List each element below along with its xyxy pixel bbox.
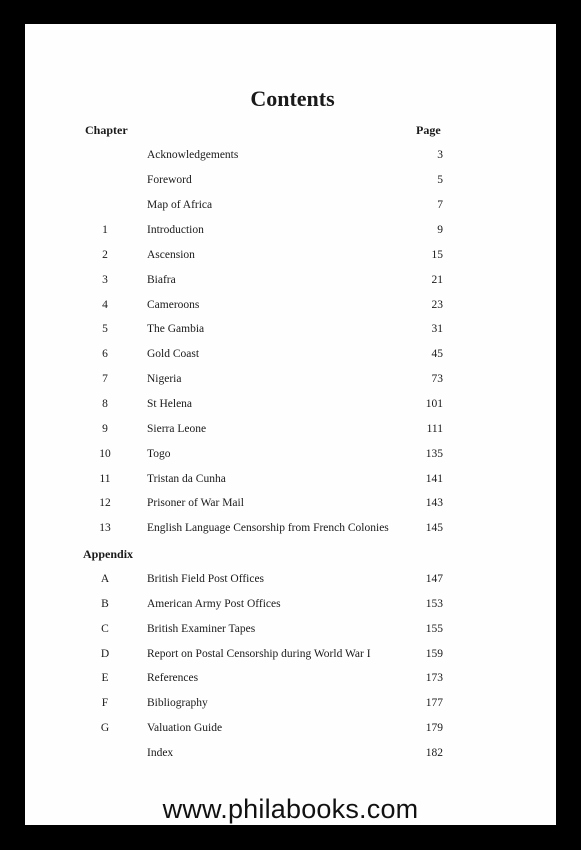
toc-entry-page: 101 xyxy=(425,397,443,410)
toc-entry xyxy=(25,171,556,189)
toc-entry xyxy=(25,519,556,537)
toc-entry-page: 153 xyxy=(425,597,443,610)
toc-entry-page: 159 xyxy=(425,647,443,660)
toc-entry-title: Gold Coast xyxy=(147,348,200,361)
toc-entry-page: 9 xyxy=(437,224,443,236)
toc-entry-page: 111 xyxy=(426,422,443,435)
toc-entry-page: 135 xyxy=(425,447,443,460)
toc-entry-number: F xyxy=(101,697,109,710)
toc-entry xyxy=(25,595,556,613)
toc-entry xyxy=(25,719,556,737)
toc-entry-number: 1 xyxy=(102,224,108,236)
toc-entry xyxy=(25,570,556,588)
toc-entry-title: St Helena xyxy=(147,397,193,410)
toc-entry-title: References xyxy=(147,672,199,685)
page-column-header: Page xyxy=(416,123,441,137)
toc-entry-number: 12 xyxy=(99,497,111,510)
toc-entry-title: Ascension xyxy=(147,248,195,261)
toc-entry-number: B xyxy=(101,597,109,610)
toc-entry xyxy=(25,669,556,687)
toc-entry-page: 145 xyxy=(425,522,443,535)
toc-entry-title: British Examiner Tapes xyxy=(147,622,256,635)
toc-entry xyxy=(25,445,556,463)
toc-entry-number: D xyxy=(100,647,110,660)
toc-entry-title: Sierra Leone xyxy=(147,422,207,435)
toc-entry xyxy=(25,370,556,388)
toc-entry-number: 2 xyxy=(102,248,108,261)
toc-entry xyxy=(25,470,556,488)
toc-entry-page: 31 xyxy=(431,323,443,336)
toc-entry xyxy=(25,694,556,712)
toc-entry-number: 7 xyxy=(102,373,108,386)
toc-entry xyxy=(25,320,556,338)
toc-entry-title: British Field Post Offices xyxy=(147,573,265,585)
toc-entry-title: The Gambia xyxy=(147,323,205,336)
toc-entry xyxy=(25,271,556,289)
appendix-section-header: Appendix xyxy=(83,547,134,561)
toc-entry-page: 21 xyxy=(431,273,443,286)
contents-page xyxy=(25,24,556,825)
toc-entry-page: 45 xyxy=(431,348,443,361)
chapter-column-header: Chapter xyxy=(85,123,128,137)
toc-entry-page: 179 xyxy=(425,722,443,735)
toc-entry-number: G xyxy=(100,722,110,735)
toc-entry-title: Index xyxy=(147,746,174,759)
toc-entry-page: 177 xyxy=(425,697,443,710)
toc-entry-title: Map of Africa xyxy=(147,198,213,211)
toc-entry xyxy=(25,196,556,214)
toc-entry-number: 5 xyxy=(102,323,108,336)
toc-entry-number: 9 xyxy=(102,422,108,435)
toc-entry-number: 3 xyxy=(102,273,108,286)
toc-entry-title: Cameroons xyxy=(147,298,200,311)
toc-entry-title: English Language Censorship from French Colonies xyxy=(147,522,389,535)
toc-entry-page: 5 xyxy=(437,173,443,186)
toc-entry-page: 3 xyxy=(437,149,443,161)
toc-entry-number: 10 xyxy=(99,447,111,460)
toc-entry-number: A xyxy=(100,573,110,585)
toc-entry-number: 8 xyxy=(102,397,108,410)
toc-entry-number: 13 xyxy=(99,522,111,535)
toc-entry-title: American Army Post Offices xyxy=(147,597,281,610)
toc-entry xyxy=(25,296,556,314)
toc-entry xyxy=(25,395,556,413)
toc-entry-number: C xyxy=(101,622,109,635)
toc-entry-page: 141 xyxy=(425,472,443,485)
toc-entry-page: 182 xyxy=(425,746,443,759)
toc-entry xyxy=(25,345,556,363)
toc-entry-page: 155 xyxy=(425,622,443,635)
toc-entry-title: Valuation Guide xyxy=(147,722,223,735)
toc-entry-title: Report on Postal Censorship during World War I xyxy=(147,647,371,660)
toc-entry xyxy=(25,744,556,762)
toc-entry-title: Foreword xyxy=(147,173,192,186)
toc-entry-title: Togo xyxy=(147,447,171,460)
toc-entry-page: 15 xyxy=(431,248,443,261)
watermark-url: www.philabooks.com xyxy=(162,794,419,824)
toc-entry-title: Acknowledgements xyxy=(147,149,239,161)
toc-entry-title: Nigeria xyxy=(147,373,182,386)
toc-entry xyxy=(25,221,556,239)
toc-entry xyxy=(25,645,556,663)
toc-entry-page: 147 xyxy=(425,573,443,585)
toc-entry-title: Tristan da Cunha xyxy=(147,472,226,485)
toc-entry-page: 7 xyxy=(437,198,443,211)
toc-entry-number: E xyxy=(101,672,109,685)
toc-entry-number: 11 xyxy=(99,472,111,485)
page-title: Contents xyxy=(250,86,335,111)
toc-entry-page: 143 xyxy=(425,497,443,510)
toc-entry-title: Introduction xyxy=(147,224,204,236)
toc-entry-page: 73 xyxy=(431,373,443,386)
toc-entry xyxy=(25,420,556,438)
toc-entry-page: 23 xyxy=(431,298,443,311)
toc-entry xyxy=(25,246,556,264)
toc-entry-number: 4 xyxy=(102,298,108,311)
toc-entry xyxy=(25,146,556,164)
toc-entry-title: Prisoner of War Mail xyxy=(147,497,244,510)
toc-entry-title: Biafra xyxy=(147,273,176,286)
toc-entry-number: 6 xyxy=(102,348,108,361)
toc-entry-page: 173 xyxy=(425,672,443,685)
toc-entry xyxy=(25,494,556,512)
toc-entry-title: Bibliography xyxy=(147,697,208,710)
toc-entry xyxy=(25,620,556,638)
